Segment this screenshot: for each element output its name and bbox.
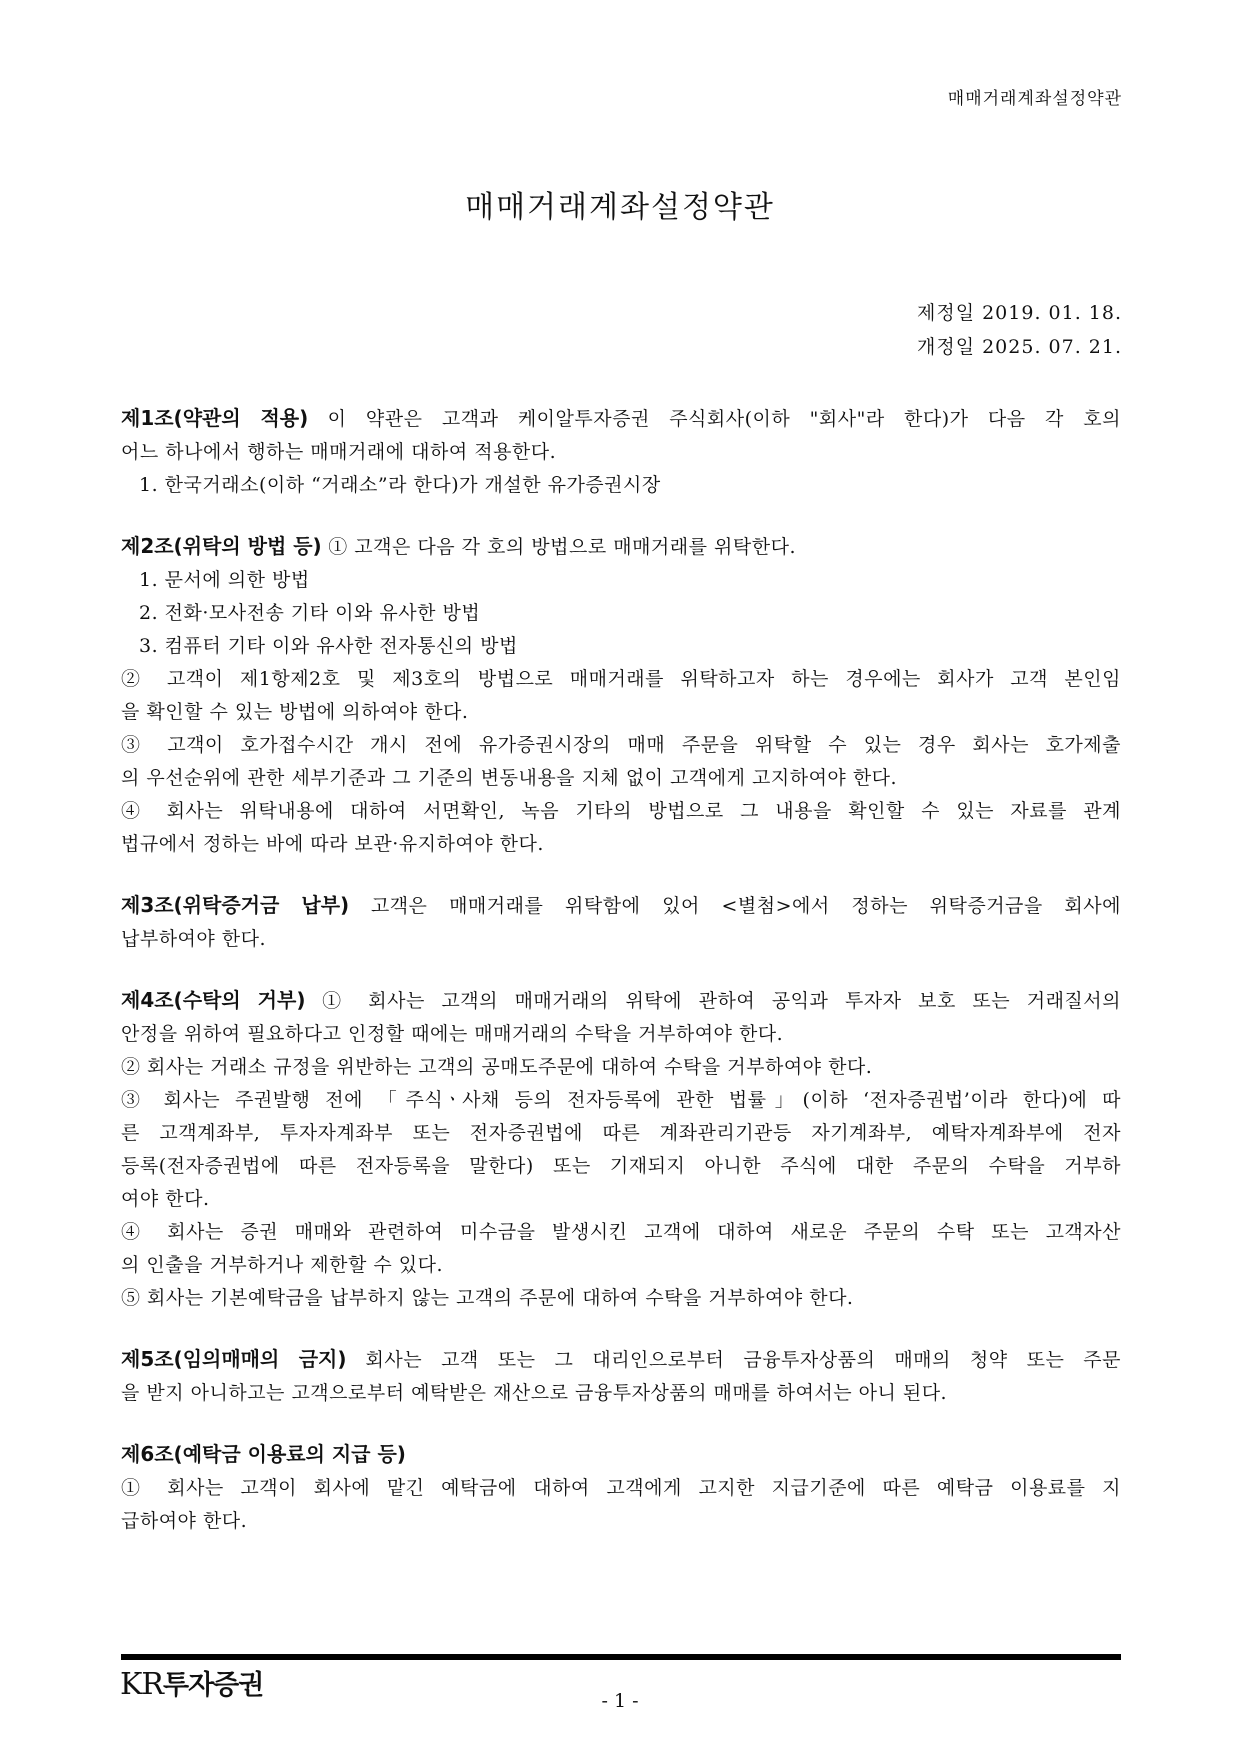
article-line: 여야 한다. xyxy=(121,1188,210,1210)
article-3 xyxy=(121,889,1121,956)
article-4 xyxy=(121,984,1121,1315)
article-2 xyxy=(121,530,1121,861)
document-title: 매매거래계좌설정약관 xyxy=(465,190,775,225)
article-line xyxy=(121,1438,1121,1472)
document-body xyxy=(121,402,1121,1566)
article-line: 을 받지 아니하고는 고객으로부터 예탁받은 재산으로 금융투자상품의 매매를 하여서는 아니 된다. xyxy=(121,1382,948,1404)
article-heading: 제6조(예탁금 이용료의 지급 등) xyxy=(121,1442,406,1466)
article-line: 제3조(위탁증거금 납부) 고객은 매매거래를 위탁함에 있어 <별첨>에서 정하는 위탁증거금을 회사에 xyxy=(121,893,1121,917)
article-line: 등록(전자증권법에 따른 전자등록을 말한다) 또는 기재되지 아니한 주식에 대한 주문의 수탁을 거부하 xyxy=(121,1155,1121,1177)
footer-rule xyxy=(121,1654,1121,1660)
list-item: 1. 한국거래소(이하 “거래소”라 한다)가 개설한 유가증권시장 xyxy=(139,474,661,496)
article-line: ⑤ 회사는 기본예탁금을 납부하지 않는 고객의 주문에 대하여 수탁을 거부하여야 한다. xyxy=(121,1287,854,1309)
list-item: 3. 컴퓨터 기타 이와 유사한 전자통신의 방법 xyxy=(139,635,518,657)
article-5 xyxy=(121,1343,1121,1410)
article-line: 어느 하나에서 행하는 매매거래에 대하여 적용한다. xyxy=(121,441,557,463)
article-line: 의 인출을 거부하거나 제한할 수 있다. xyxy=(121,1254,444,1276)
article-line: 제5조(임의매매의 금지) 회사는 고객 또는 그 대리인으로부터 금융투자상품의 매매의 청약 또는 주문 xyxy=(121,1347,1122,1371)
article-heading: 제1조(약관의 적용) xyxy=(121,406,309,430)
list-item: 2. 전화·모사전송 기타 이와 유사한 방법 xyxy=(139,602,481,624)
article-line: 급하여야 한다. xyxy=(121,1510,248,1532)
running-header: 매매거래계좌설정약관 xyxy=(947,89,1122,109)
article-line: 제4조(수탁의 거부) ① 회사는 고객의 매매거래의 위탁에 관하여 공익과 투자자 보호 또는 거래질서의 xyxy=(121,988,1121,1012)
article-line: 을 확인할 수 있는 방법에 의하여야 한다. xyxy=(121,701,469,723)
article-heading: 제5조(임의매매의 금지) xyxy=(121,1347,347,1371)
article-line: 의 우선순위에 관한 세부기준과 그 기준의 변동내용을 지체 없이 고객에게 고지하여야 한다. xyxy=(121,767,898,789)
article-1 xyxy=(121,402,1121,502)
article-line: 법규에서 정하는 바에 따라 보관·유지하여야 한다. xyxy=(121,833,544,855)
enacted-date: 제정일 2019. 01. 18. xyxy=(916,302,1122,324)
article-line: 른 고객계좌부, 투자자계좌부 또는 전자증권법에 따른 계좌관리기관등 자기계좌부, 예탁자계좌부에 전자 xyxy=(121,1122,1121,1144)
article-line: ① 회사는 고객이 회사에 맡긴 예탁금에 대하여 고객에게 고지한 지급기준에 따른 예탁금 이용료를 지 xyxy=(121,1477,1121,1499)
article-heading: 제3조(위탁증거금 납부) xyxy=(121,893,350,917)
page-number: - 1 - xyxy=(601,1690,639,1712)
article-heading: 제2조(위탁의 방법 등) xyxy=(121,534,322,558)
article-heading: 제4조(수탁의 거부) xyxy=(121,988,306,1012)
article-line: 제1조(약관의 적용) 이 약관은 고객과 케이알투자증권 주식회사(이하 "회사"라 한다)가 다음 각 호의 xyxy=(121,406,1121,430)
article-line: ③ 회사는 주권발행 전에 「주식ㆍ사채 등의 전자등록에 관한 법률」(이하 ‘전자증권법’이라 한다)에 따 xyxy=(121,1089,1121,1111)
article-line: ③ 고객이 호가접수시간 개시 전에 유가증권시장의 매매 주문을 위탁할 수 있는 경우 회사는 호가제출 xyxy=(121,734,1121,756)
revised-date: 개정일 2025. 07. 21. xyxy=(916,336,1122,358)
article-line: ④ 회사는 증권 매매와 관련하여 미수금을 발생시킨 고객에 대하여 새로운 주문의 수탁 또는 고객자산 xyxy=(121,1221,1121,1243)
article-line: ② 회사는 거래소 규정을 위반하는 고객의 공매도주문에 대하여 수탁을 거부하여야 한다. xyxy=(121,1056,873,1078)
article-line: ② 고객이 제1항제2호 및 제3호의 방법으로 매매거래를 위탁하고자 하는 경우에는 회사가 고객 본인임 xyxy=(121,668,1121,690)
article-line: ④ 회사는 위탁내용에 대하여 서면확인, 녹음 기타의 방법으로 그 내용을 확인할 수 있는 자료를 관계 xyxy=(121,800,1121,822)
article-line: 납부하여야 한다. xyxy=(121,928,267,950)
company-logo: KR투자증권 xyxy=(120,1667,264,1702)
article-line: 제2조(위탁의 방법 등) ① 고객은 다음 각 호의 방법으로 매매거래를 위탁한다. xyxy=(121,534,796,558)
list-item: 1. 문서에 의한 방법 xyxy=(139,569,310,591)
article-line: 안정을 위하여 필요하다고 인정할 때에는 매매거래의 수탁을 거부하여야 한다. xyxy=(121,1023,784,1045)
revision-dates xyxy=(917,296,1122,364)
article-6 xyxy=(121,1438,1121,1538)
